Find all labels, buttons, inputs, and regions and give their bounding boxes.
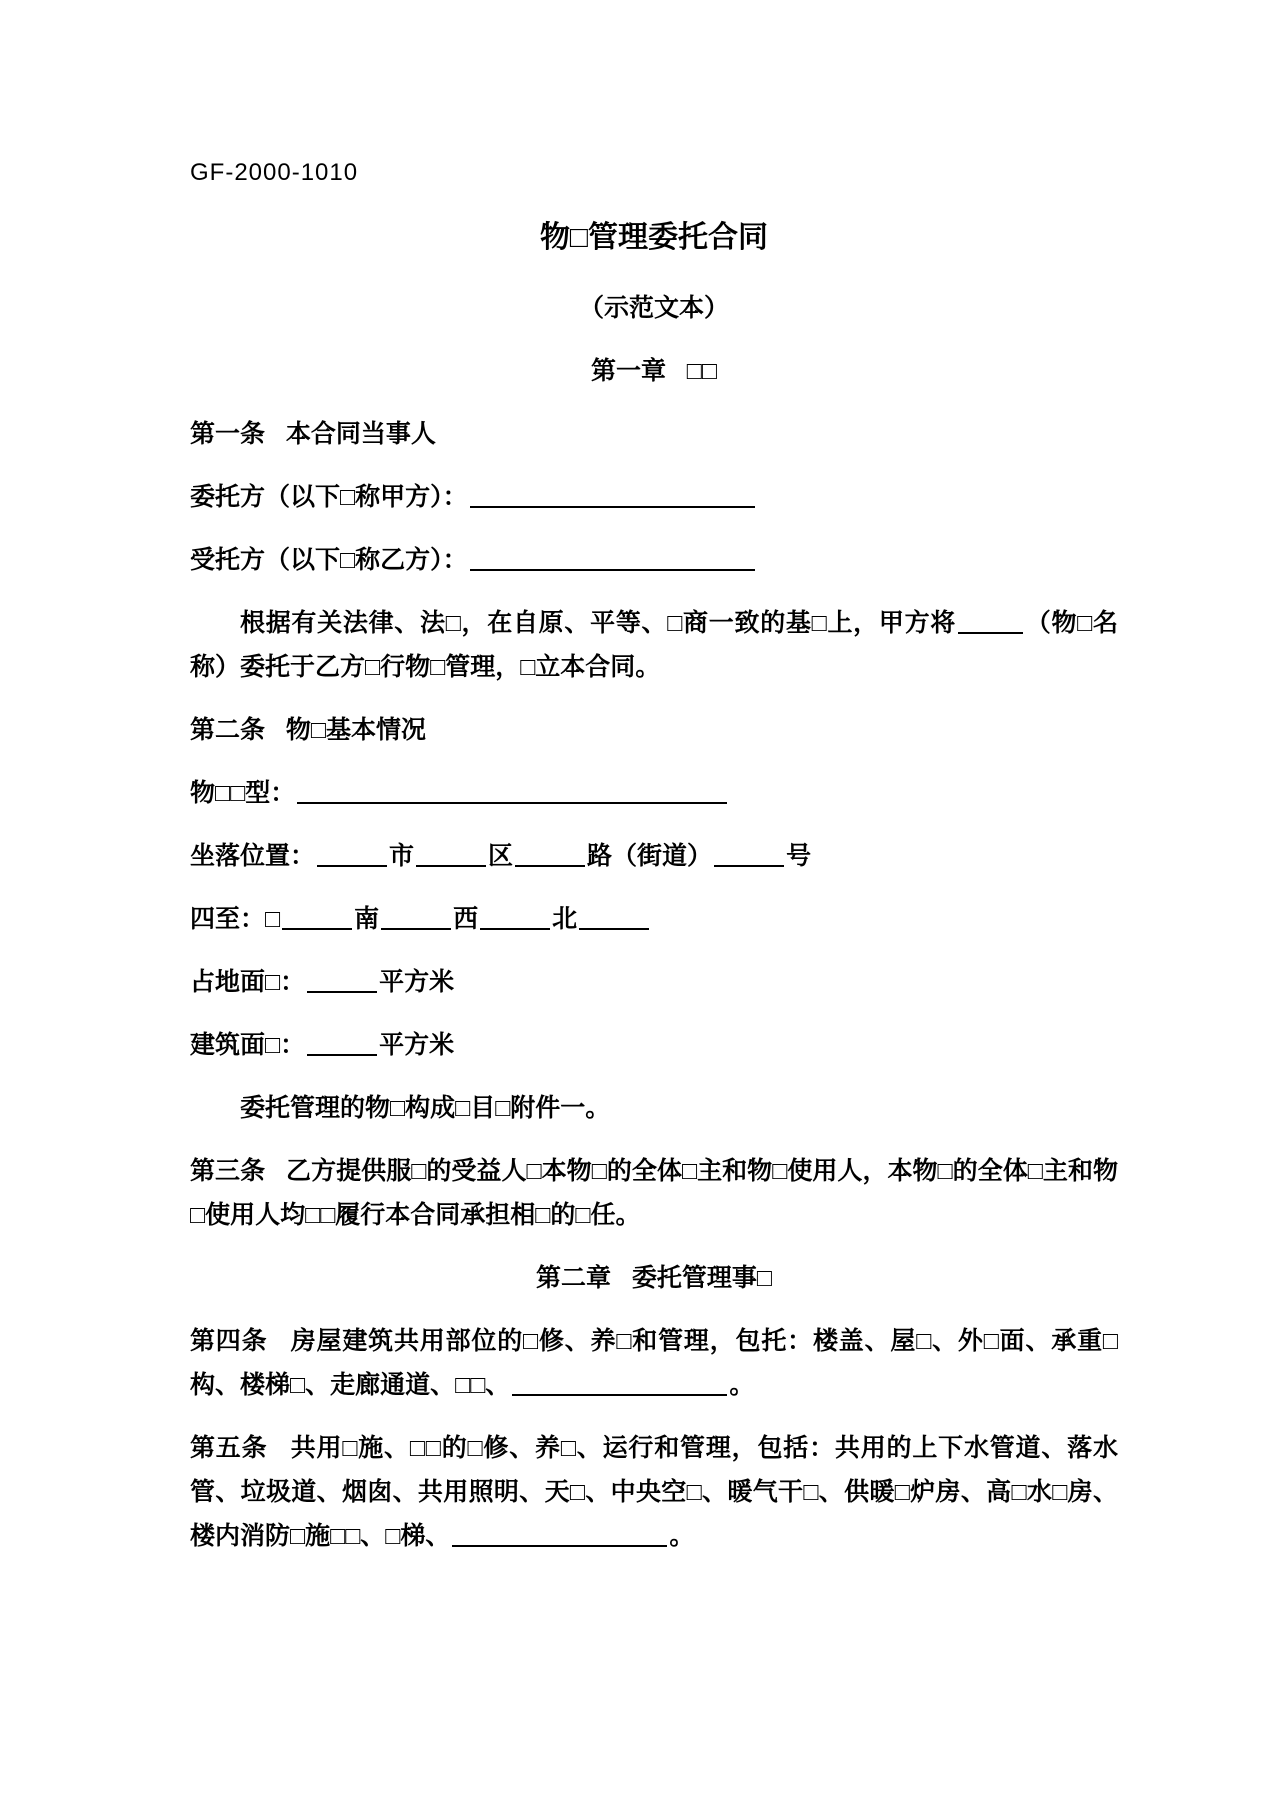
text-run: 南 [354,905,380,933]
east-boundary-blank [282,903,352,930]
text-run: 北 [552,905,578,933]
text-run: 号 [786,842,812,870]
text-run: 坐落位置： [190,842,316,870]
text-run: 根据有关法律、法□，在自原、平等、□商一致的基□上，甲方将 [240,609,957,637]
property-name-blank [958,607,1023,634]
article-5-blank [452,1520,667,1547]
text-run: 市 [389,842,415,870]
doc-code [190,151,1118,195]
preamble [190,601,1118,689]
text-run: 西 [453,905,479,933]
text-run: 物□□型： [190,779,296,807]
building-area-line [190,1023,1118,1067]
building-area-blank [307,1029,377,1056]
boundaries-line [190,897,1118,941]
chapter-2-heading [190,1256,1118,1300]
text-run: 物□管理委托合同 [539,221,769,254]
city-blank [317,840,387,867]
doc-subtitle [190,286,1118,330]
article-1-heading [190,412,1118,456]
article-4 [190,1319,1118,1407]
text-run: 第四条 房屋建筑共用部位的□修、养□和管理，包托：楼盖、屋□、外□面、承重□构、楼梯□、走廊通道、□□、 [190,1327,1118,1399]
text-run: 平方米 [379,1031,455,1059]
north-boundary-blank [579,903,649,930]
article-5 [190,1426,1118,1558]
location-line [190,834,1118,878]
text-run: 平方米 [379,968,455,996]
text-run: 区 [488,842,514,870]
text-run: （物□名称）委托于乙方□行物□管理，□立本合同。 [190,609,1118,681]
doc-title [190,214,1118,262]
article-2-heading [190,708,1118,752]
attachment-note [190,1086,1118,1130]
text-run: 建筑面□： [190,1031,306,1059]
text-run: （示范文本） [578,294,729,322]
west-boundary-blank [480,903,550,930]
land-area-line [190,960,1118,1004]
article-4-blank [512,1369,727,1396]
text-run: 。 [669,1522,695,1550]
text-run: 第二章 委托管理事□ [536,1264,772,1292]
street-number-blank [714,840,784,867]
text-run: 委托管理的物□构成□目□附件一。 [240,1094,611,1122]
text-run: 委托方（以下□称甲方）： [190,483,468,511]
chapter-1-heading [190,349,1118,393]
south-boundary-blank [381,903,451,930]
party-b-line [190,538,1118,582]
text-run: GF-2000-1010 [190,159,359,186]
article-3 [190,1149,1118,1237]
text-run: 受托方（以下□称乙方）： [190,546,468,574]
text-run: 第一章 □□ [590,357,718,385]
property-type-line [190,771,1118,815]
text-run: 。 [729,1371,755,1399]
text-run: 第二条 物□基本情况 [190,716,426,744]
text-run: 第一条 本合同当事人 [190,420,436,448]
text-run: 占地面□： [190,968,306,996]
party-b-blank [470,544,755,571]
text-run: 第五条 共用□施、□□的□修、养□、运行和管理，包括：共用的上下水管道、落水管、垃圾道、烟囱、共用照明、天□、中央空□、暖气干□、供暖□炉房、高□水□房、楼内消防□施□□、□梯、 [190,1434,1118,1550]
road-blank [515,840,585,867]
district-blank [416,840,486,867]
text-run: 第三条 乙方提供服□的受益人□本物□的全体□主和物□使用人，本物□的全体□主和物□使用人均□□履行本合同承担相□的□任。 [190,1157,1118,1229]
party-a-line [190,475,1118,519]
property-type-blank [297,777,727,804]
text-run: 路（街道） [587,842,713,870]
text-run: 四至：□ [190,905,281,933]
party-a-blank [470,481,755,508]
land-area-blank [307,966,377,993]
